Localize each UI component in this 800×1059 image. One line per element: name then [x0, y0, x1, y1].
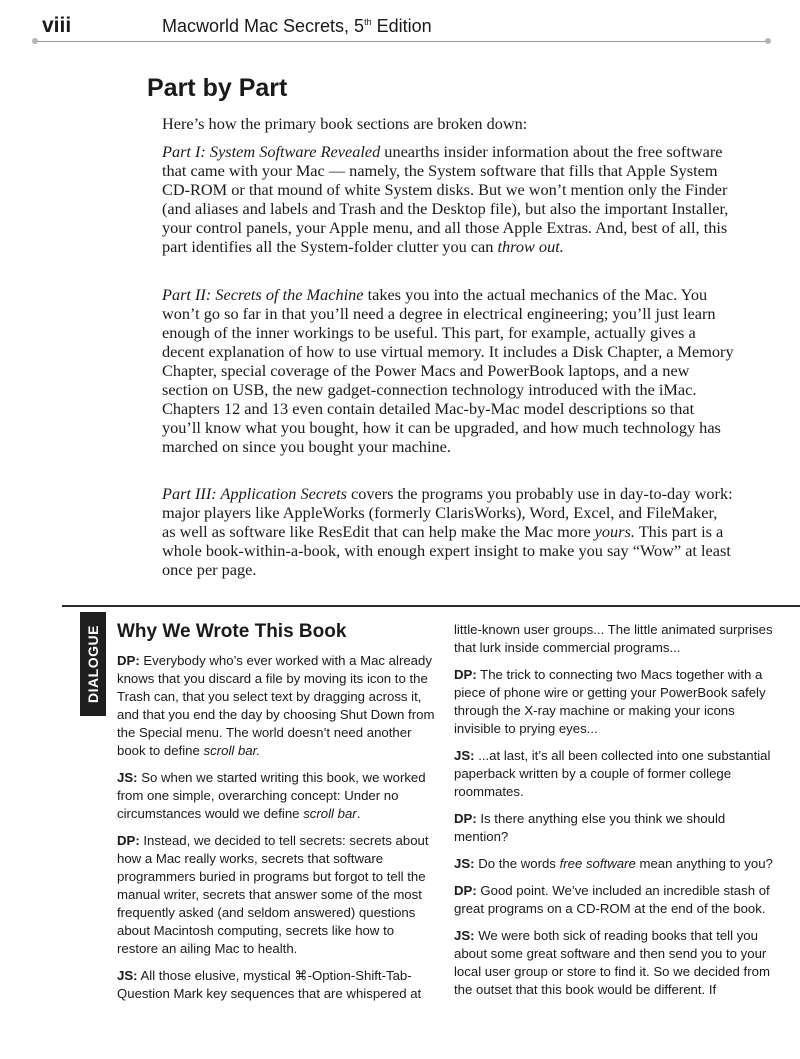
dialogue-entry: [454, 810, 774, 846]
dialogue-emphasis: scroll bar: [303, 806, 357, 821]
page-number: viii: [42, 14, 72, 37]
dialogue-right-column: [454, 621, 774, 1008]
dialogue-entry: [454, 747, 774, 801]
header-rule-end-left: [32, 38, 38, 44]
dialogue-left-column: [117, 652, 437, 1012]
speaker-label: DP:: [117, 833, 140, 848]
part-one-emphasis: throw out.: [497, 237, 564, 256]
header-rule: [34, 41, 770, 42]
dialogue-entry: [454, 621, 774, 657]
running-title: [162, 16, 432, 37]
dialogue-entry: [117, 967, 437, 1003]
part-three-emphasis: yours.: [594, 522, 635, 541]
speaker-label: JS:: [117, 770, 138, 785]
dialogue-text: mean anything to you?: [635, 856, 773, 871]
header-rule-end-right: [765, 38, 771, 44]
dialogue-entry: [454, 927, 774, 999]
part-three-paragraph: [162, 484, 734, 579]
dialogue-tab-label: DIALOGUE: [85, 625, 101, 703]
running-header: [0, 0, 800, 60]
dialogue-text: little-known user groups... The little animated surprises that lurk inside commercial programs...: [454, 622, 773, 655]
speaker-label: JS:: [454, 928, 475, 943]
part-three-title: Part III: Application Secrets: [162, 484, 347, 503]
running-title-main: Macworld Mac Secrets, 5: [162, 16, 365, 36]
speaker-label: JS:: [454, 856, 475, 871]
part-one-title: Part I: System Software Revealed: [162, 142, 381, 161]
part-two-text: takes you into the actual mechanics of the Mac. You won’t go so far in that you’ll need a degree in electrical engineering; you’ll just learn enough of the inner workings to be useful. This part, for example, actually gives a decent explanation of how to use virtual memory. It includes a Disk Chapter, a Memory Chapter, special coverage of the Power Macs and PowerBook laptops, and a new section on USB, the new gadget-connection technology introduced with the iMac. Chapters 12 and 13 even contain detailed Mac-by-Mac model descriptions so that you’ll know what you bought, how it can be upgraded, and how much technology has marched on since you bought your machine.: [162, 285, 734, 456]
dialogue-tab: [80, 612, 106, 716]
dialogue-text: All those elusive, mystical ⌘-Option-Shift-Tab-Question Mark key sequences that are whispered at: [117, 968, 422, 1001]
dialogue-entry: [454, 882, 774, 918]
dialogue-entry: [454, 855, 774, 873]
dialogue-text: .: [356, 806, 361, 821]
dialogue-text: The trick to connecting two Macs together with a piece of phone wire or getting your PowerBook safely through the X-ray machine or making your icons invisible to prying eyes...: [454, 667, 766, 736]
section-title: Part by Part: [147, 74, 288, 102]
part-three-text-end: This part is a whole book-within-a-book, with enough expert insight to make you say “Wow” at least once per page.: [162, 522, 731, 579]
dialogue-title: Why We Wrote This Book: [117, 621, 347, 642]
dialogue-text: So when we started writing this book, we worked from one simple, overarching concept: Under no circumstances would we define: [117, 770, 426, 821]
dialogue-text: We were both sick of reading books that tell you about some great software and then send you to your local user group or store to find it. So we decided from the outset that this book would be different. If: [454, 928, 770, 997]
dialogue-entry: [117, 652, 437, 760]
speaker-label: DP:: [454, 883, 477, 898]
running-title-superscript: th: [364, 17, 372, 27]
speaker-label: JS:: [117, 968, 138, 983]
part-two-paragraph: [162, 285, 734, 456]
dialogue-text: Everybody who’s ever worked with a Mac already knows that you discard a file by moving its icon to the Trash can, that you select text by dragging across it, and that you end the day by choosing Shut Down from the Special menu. The world doesn’t need another book to define: [117, 653, 435, 758]
dialogue-text: Instead, we decided to tell secrets: secrets about how a Mac really works, secrets that software programmers buried in programs but forgot to tell the manual writer, secrets that answer some of the most frequently asked (and seldom answered) questions about Macintosh computing, secrets like how to restore an ailing Mac to health.: [117, 833, 429, 956]
speaker-label: DP:: [117, 653, 140, 668]
speaker-label: DP:: [454, 811, 477, 826]
dialogue-emphasis: scroll bar.: [203, 743, 261, 758]
part-one-paragraph: [162, 142, 734, 256]
part-three-text: covers the programs you probably use in day-to-day work: major players like AppleWorks (formerly ClarisWorks), Word, Excel, and FileMaker, as well as software like ResEdit that can help make the Mac more: [162, 484, 733, 541]
speaker-label: DP:: [454, 667, 477, 682]
intro-paragraph: Here’s how the primary book sections are broken down:: [162, 114, 528, 133]
dialogue-entry: [117, 832, 437, 958]
dialogue-text: ...at last, it’s all been collected into one substantial paperback written by a couple of former college roommates.: [454, 748, 771, 799]
dialogue-entry: [454, 666, 774, 738]
dialogue-emphasis: free software: [559, 856, 636, 871]
dialogue-text: Do the words: [474, 856, 560, 871]
dialogue-entry: [117, 769, 437, 823]
speaker-label: JS:: [454, 748, 475, 763]
dialogue-top-rule: [62, 605, 800, 607]
part-two-title: Part II: Secrets of the Machine: [162, 285, 364, 304]
dialogue-text: Is there anything else you think we should mention?: [454, 811, 726, 844]
part-one-text: unearths insider information about the free software that came with your Mac — namely, the System software that fills that Apple System CD-ROM or that mound of white System disks. But we won’t mention only the Finder (and aliases and labels and Trash and the Desktop file), but also the important Installer, your control panels, your Apple menu, and all those Apple Extras. And, best of all, this part identifies all the System-folder clutter you can: [162, 142, 729, 256]
dialogue-text: Good point. We’ve included an incredible stash of great programs on a CD-ROM at the end of the book.: [454, 883, 770, 916]
running-title-suffix: Edition: [371, 16, 432, 36]
